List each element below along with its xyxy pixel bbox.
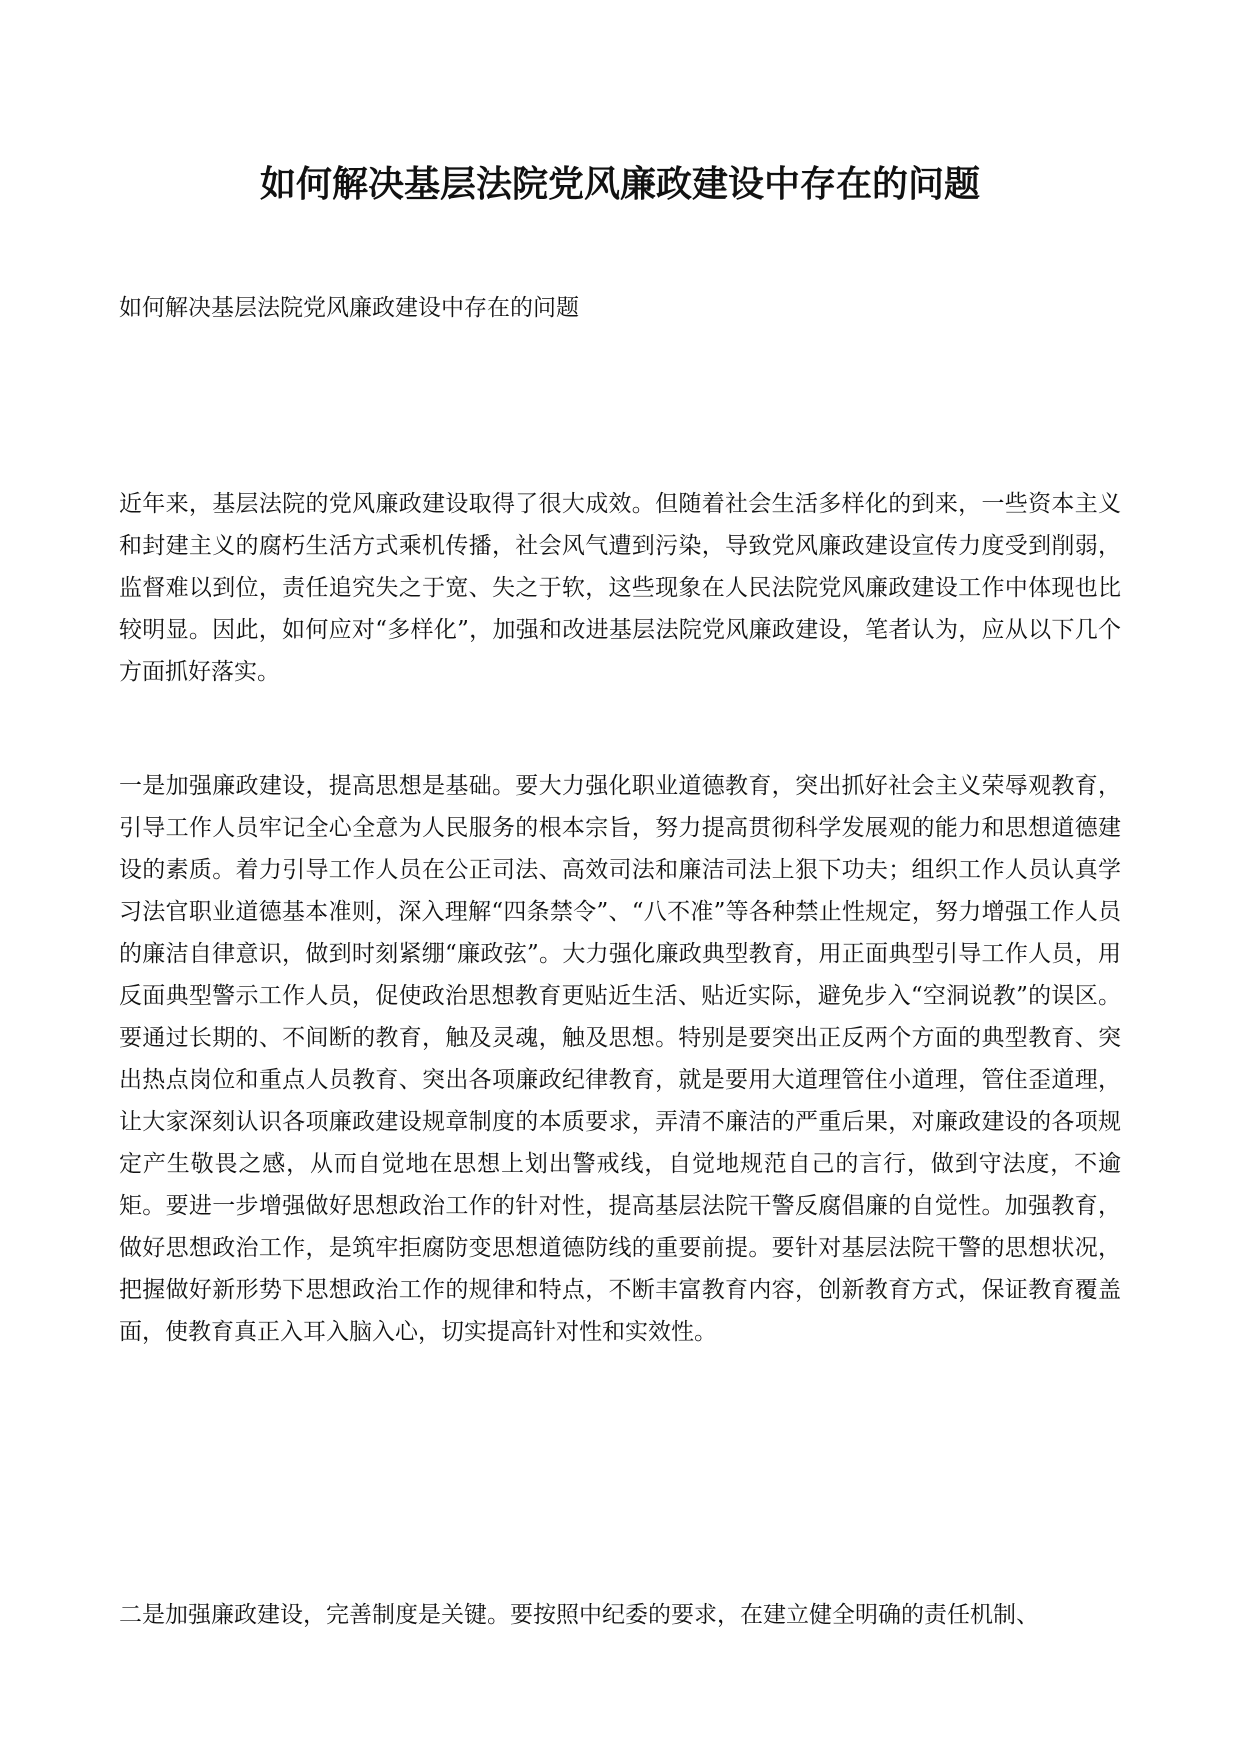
- paragraph-point-one: 一是加强廉政建设，提高思想是基础。要大力强化职业道德教育，突出抓好社会主义荣辱观教育，引导工作人员牢记全心全意为人民服务的根本宗旨，努力提高贯彻科学发展观的能力和思想道德建设的素质。着力引导工作人员在公正司法、高效司法和廉洁司法上狠下功夫；组织工作人员认真学习法官职业道德基本准则，深入理解“四条禁令”、“八不准”等各种禁止性规定，努力增强工作人员的廉洁自律意识，做到时刻紧绷“廉政弦”。大力强化廉政典型教育，用正面典型引导工作人员，用反面典型警示工作人员，促使政治思想教育更贴近生活、贴近实际，避免步入“空洞说教”的误区。要通过长期的、不间断的教育，触及灵魂，触及思想。特别是要突出正反两个方面的典型教育、突出热点岗位和重点人员教育、突出各项廉政纪律教育，就是要用大道理管住小道理，管住歪道理，让大家深刻认识各项廉政建设规章制度的本质要求，弄清不廉洁的严重后果，对廉政建设的各项规定产生敬畏之感，从而自觉地在思想上划出警戒线，自觉地规范自己的言行，做到守法度，不逾矩。要进一步增强做好思想政治工作的针对性，提高基层法院干警反腐倡廉的自觉性。加强教育，做好思想政治工作，是筑牢拒腐防变思想道德防线的重要前提。要针对基层法院干警的思想状况，把握做好新形势下思想政治工作的规律和特点，不断丰富教育内容，创新教育方式，保证教育覆盖面，使教育真正入耳入脑入心，切实提高针对性和实效性。: [119, 773, 1121, 1345]
- document-title: 如何解决基层法院党风廉政建设中存在的问题: [259, 163, 980, 205]
- paragraph-intro: 近年来，基层法院的党风廉政建设取得了很大成效。但随着社会生活多样化的到来，一些资本主义和封建主义的腐朽生活方式乘机传播，社会风气遭到污染，导致党风廉政建设宣传力度受到削弱，监督难以到位，责任追究失之于宽、失之于软，这些现象在人民法院党风廉政建设工作中体现也比较明显。因此，如何应对“多样化”，加强和改进基层法院党风廉政建设，笔者认为，应从以下几个方面抓好落实。: [119, 491, 1121, 685]
- document-subtitle: 如何解决基层法院党风廉政建设中存在的问题: [119, 295, 579, 321]
- paragraph-point-two: 二是加强廉政建设，完善制度是关键。要按照中纪委的要求，在建立健全明确的责任机制、: [119, 1602, 1039, 1628]
